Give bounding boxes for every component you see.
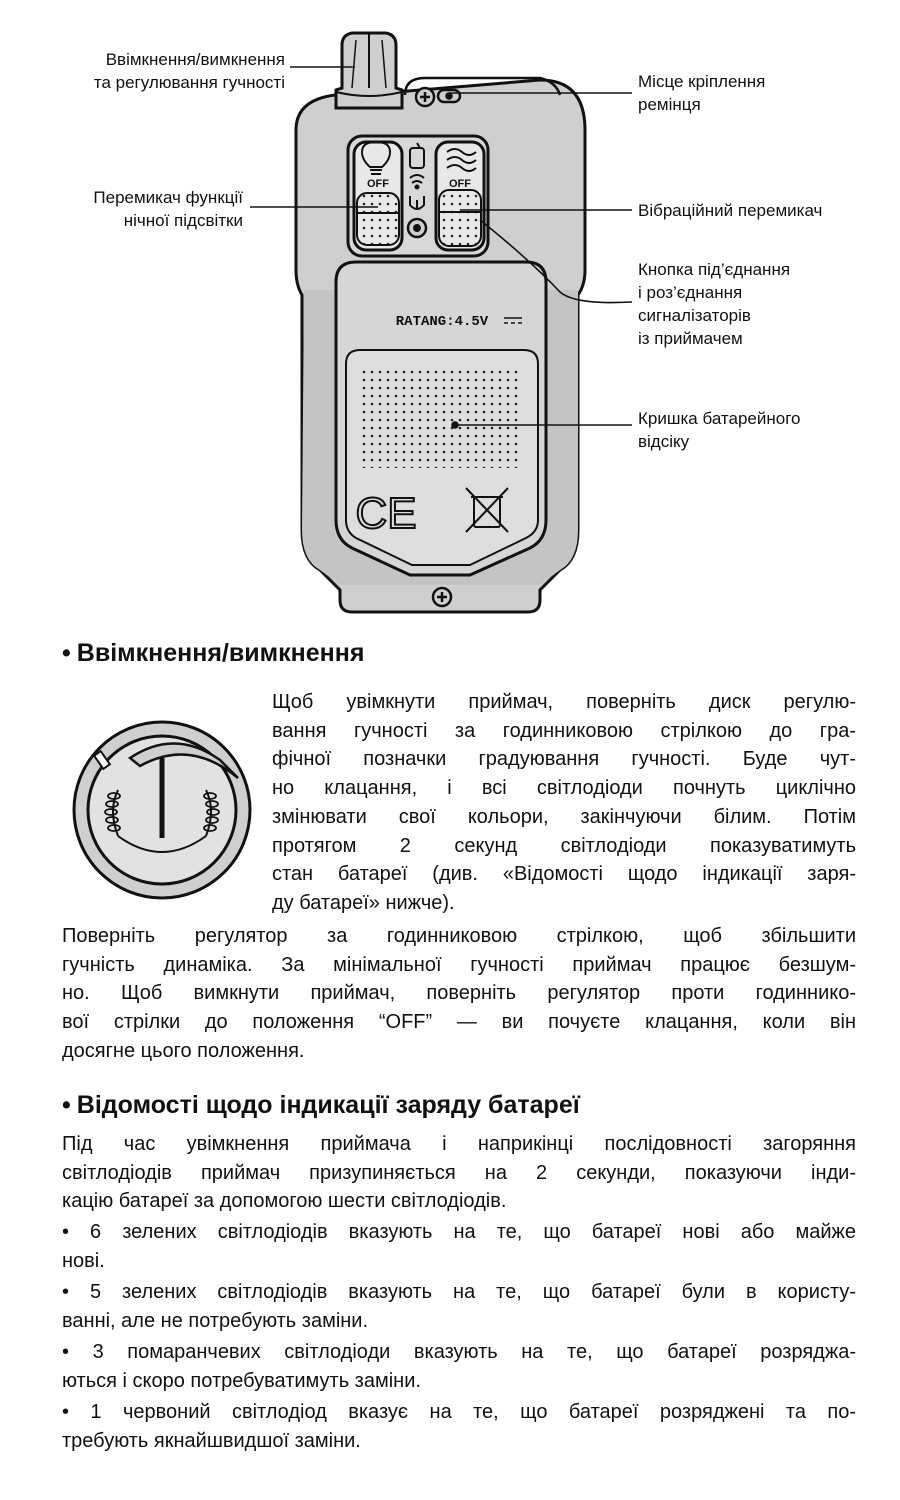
speaker-grille [360, 370, 522, 468]
bottom-screw-icon [433, 588, 451, 606]
power-paragraph-2: Поверніть регулятор за годинниковою стрілкою, щоб збільшити гучність динаміка. За мінімальної гучності приймач працює безшум- но. Щоб вимкнути приймач, поверніть регулятор проти годиннико- вої стрілки до положення “OFF” — ви почуєте клацання, коли він досягне цього положення. [62, 925, 856, 1062]
battery-item-6-green: • 6 зелених світлодіодів вказують на те, що батареї нові або майже нові. [62, 1221, 856, 1272]
ce-mark: CE [355, 489, 417, 538]
battery-item-1-red: • 1 червоний світлодіод вказує на те, що батареї розряджені та по- требують якнайшвидшої заміни. [62, 1401, 856, 1452]
callout-battery-cover: Кришка батарейного відсіку [638, 409, 801, 451]
battery-cover [302, 262, 578, 585]
callout-strap-mount: Місце кріплення ремінця [638, 72, 766, 114]
svg-text:OFF: OFF [449, 178, 471, 190]
callout-night-light: Перемикач функції нічної підсвітки [93, 188, 243, 230]
callout-power-volume: Ввімкнення/вимкнення та регулювання гучності [93, 50, 285, 92]
volume-dial-illustration [70, 718, 255, 903]
battery-item-5-green: • 5 зелених світлодіодів вказують на те, що батареї були в користу- ванні, але не потребують заміни. [62, 1281, 856, 1332]
callout-pairing-button: Кнопка під’єднання і роз’єднання сигналізаторів із приймачем [638, 260, 791, 348]
section-title-battery: • Відомості щодо індикації заряду батареї [62, 1091, 580, 1119]
section-title-power: • Ввімкнення/вимкнення [62, 639, 365, 667]
volume-knob [336, 33, 402, 108]
battery-item-3-orange: • 3 помаранчевих світлодіоди вказують на те, що батареї розряджа- ються і скоро потребуватимуть заміни. [62, 1341, 856, 1392]
svg-text:OFF: OFF [367, 178, 389, 190]
power-paragraph-1: Щоб увімкнути приймач, поверніть диск регулю- вання гучності за годинниковою стрілкою до гра- фічної позначки градуювання гучності. Буде чут- но клацання, і всі світлодіоди почнуть циклічно змінювати свої кольори, закінчуючи білим. Потім протягом 2 секунд світлодіоди показуватимуть стан батареї (див. «Відомості щодо індикації заря- ду батареї» нижче). [272, 691, 856, 914]
rating-label: RATANG:4.5V [395, 314, 489, 330]
battery-paragraph: Під час увімкнення приймача і наприкінці послідовності загоряння світлодіодів приймач призупиняється на 2 секунди, показуючи інди- кацію батареї за допомогою шести світлодіодів. [62, 1133, 856, 1213]
callout-vibration: Вібраційний перемикач [638, 201, 823, 220]
